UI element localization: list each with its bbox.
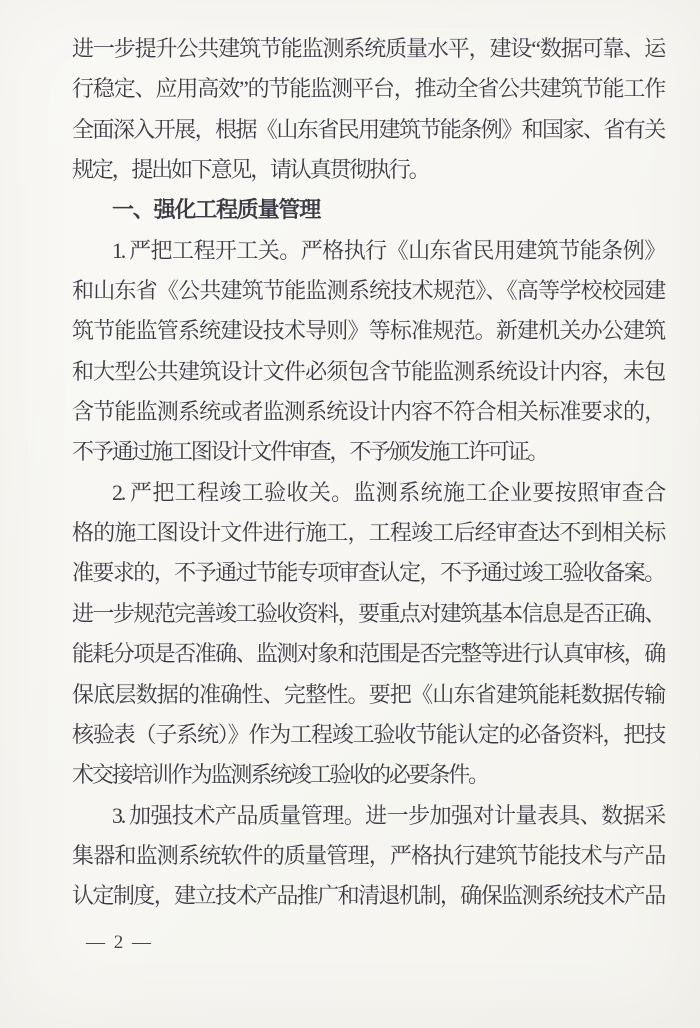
text-line: [72, 29, 664, 69]
text-run-song: 保底层数据的准确性、完整性。要把《山东省建筑能耗数据传输: [72, 681, 664, 707]
text-line: [72, 876, 664, 916]
text-run-song: 规定，提出如下意见，请认真贯彻执行。: [72, 157, 429, 183]
text-line: [72, 190, 664, 230]
text-line: [72, 553, 664, 593]
text-run-kai: 1. 严把工程开工关。: [112, 237, 301, 263]
text-line: [72, 715, 664, 755]
text-run-song: 不予通过施工图设计文件审查，不予颁发施工许可证。: [72, 439, 548, 465]
text-line: [72, 110, 664, 150]
text-run-song: 全面深入开展，根据《山东省民用建筑节能条例》和国家、省有关: [72, 116, 664, 142]
text-line: [72, 231, 664, 271]
text-line: [72, 513, 664, 553]
text-run-song: 认定制度，建立技术产品推广和清退机制，确保监测系统技术产品: [72, 883, 664, 909]
text-run-song: 行稳定、应用高效”的节能监测平台，推动全省公共建筑节能工作: [72, 76, 664, 102]
text-line: [72, 271, 664, 311]
text-run-song: 严格执行《山东省民用建筑节能条例》: [300, 237, 664, 263]
text-line: [72, 69, 664, 109]
text-run-song: 集器和监测系统软件的质量管理，严格执行建筑节能技术与产品: [72, 842, 664, 868]
text-run-song: 筑节能监管系统建设技术导则》等标准规范。新建机关办公建筑: [72, 318, 664, 344]
text-run-hei: 一、强化工程质量管理: [112, 197, 321, 223]
text-run-song: 术交接培训作为监测系统竣工验收的必要条件。: [72, 762, 488, 788]
text-line: [72, 150, 664, 190]
text-run-song: 和大型公共建筑设计文件必须包含节能监测系统设计内容，未包: [72, 358, 664, 384]
document-body: [72, 29, 664, 917]
text-run-song: 准要求的，不予通过节能专项审查认定，不予通过竣工验收备案。: [72, 560, 664, 586]
text-line: [72, 311, 664, 351]
text-line: [72, 473, 664, 513]
text-line: [72, 836, 664, 876]
text-run-song: 进一步提升公共建筑节能监测系统质量水平，建设“数据可靠、运: [72, 36, 664, 61]
text-run-song: 和山东省《公共建筑节能监测系统技术规范》、《高等学校校园建: [72, 278, 664, 304]
text-line: [72, 796, 664, 836]
text-line: [72, 432, 664, 472]
page-number: — 2 —: [86, 932, 153, 953]
text-line: [72, 392, 664, 432]
text-line: [72, 352, 664, 392]
text-run-song: 进一步规范完善竣工验收资料，要重点对建筑基本信息是否正确、: [72, 600, 664, 626]
text-run-song: 核验表（子系统）》作为工程竣工验收节能认定的必备资料，把技: [72, 721, 664, 747]
text-line: [72, 634, 664, 674]
text-line: [72, 755, 664, 795]
text-run-song: 进一步加强对计量表具、数据采: [365, 802, 665, 828]
text-run-song: 能耗分项是否准确、监测对象和范围是否完整等进行认真审核，确: [72, 641, 664, 667]
text-run-song: 监测系统施工企业要按照审查合: [353, 479, 665, 505]
text-run-kai: 2. 严把工程竣工验收关。: [112, 479, 354, 505]
text-run-song: 含节能监测系统或者监测系统设计内容不符合相关标准要求的，: [72, 399, 664, 425]
text-run-kai: 3. 加强技术产品质量管理。: [112, 802, 366, 828]
text-line: [72, 675, 664, 715]
text-run-song: 格的施工图设计文件进行施工，工程竣工后经审查达不到相关标: [72, 520, 664, 546]
text-line: [72, 594, 664, 634]
